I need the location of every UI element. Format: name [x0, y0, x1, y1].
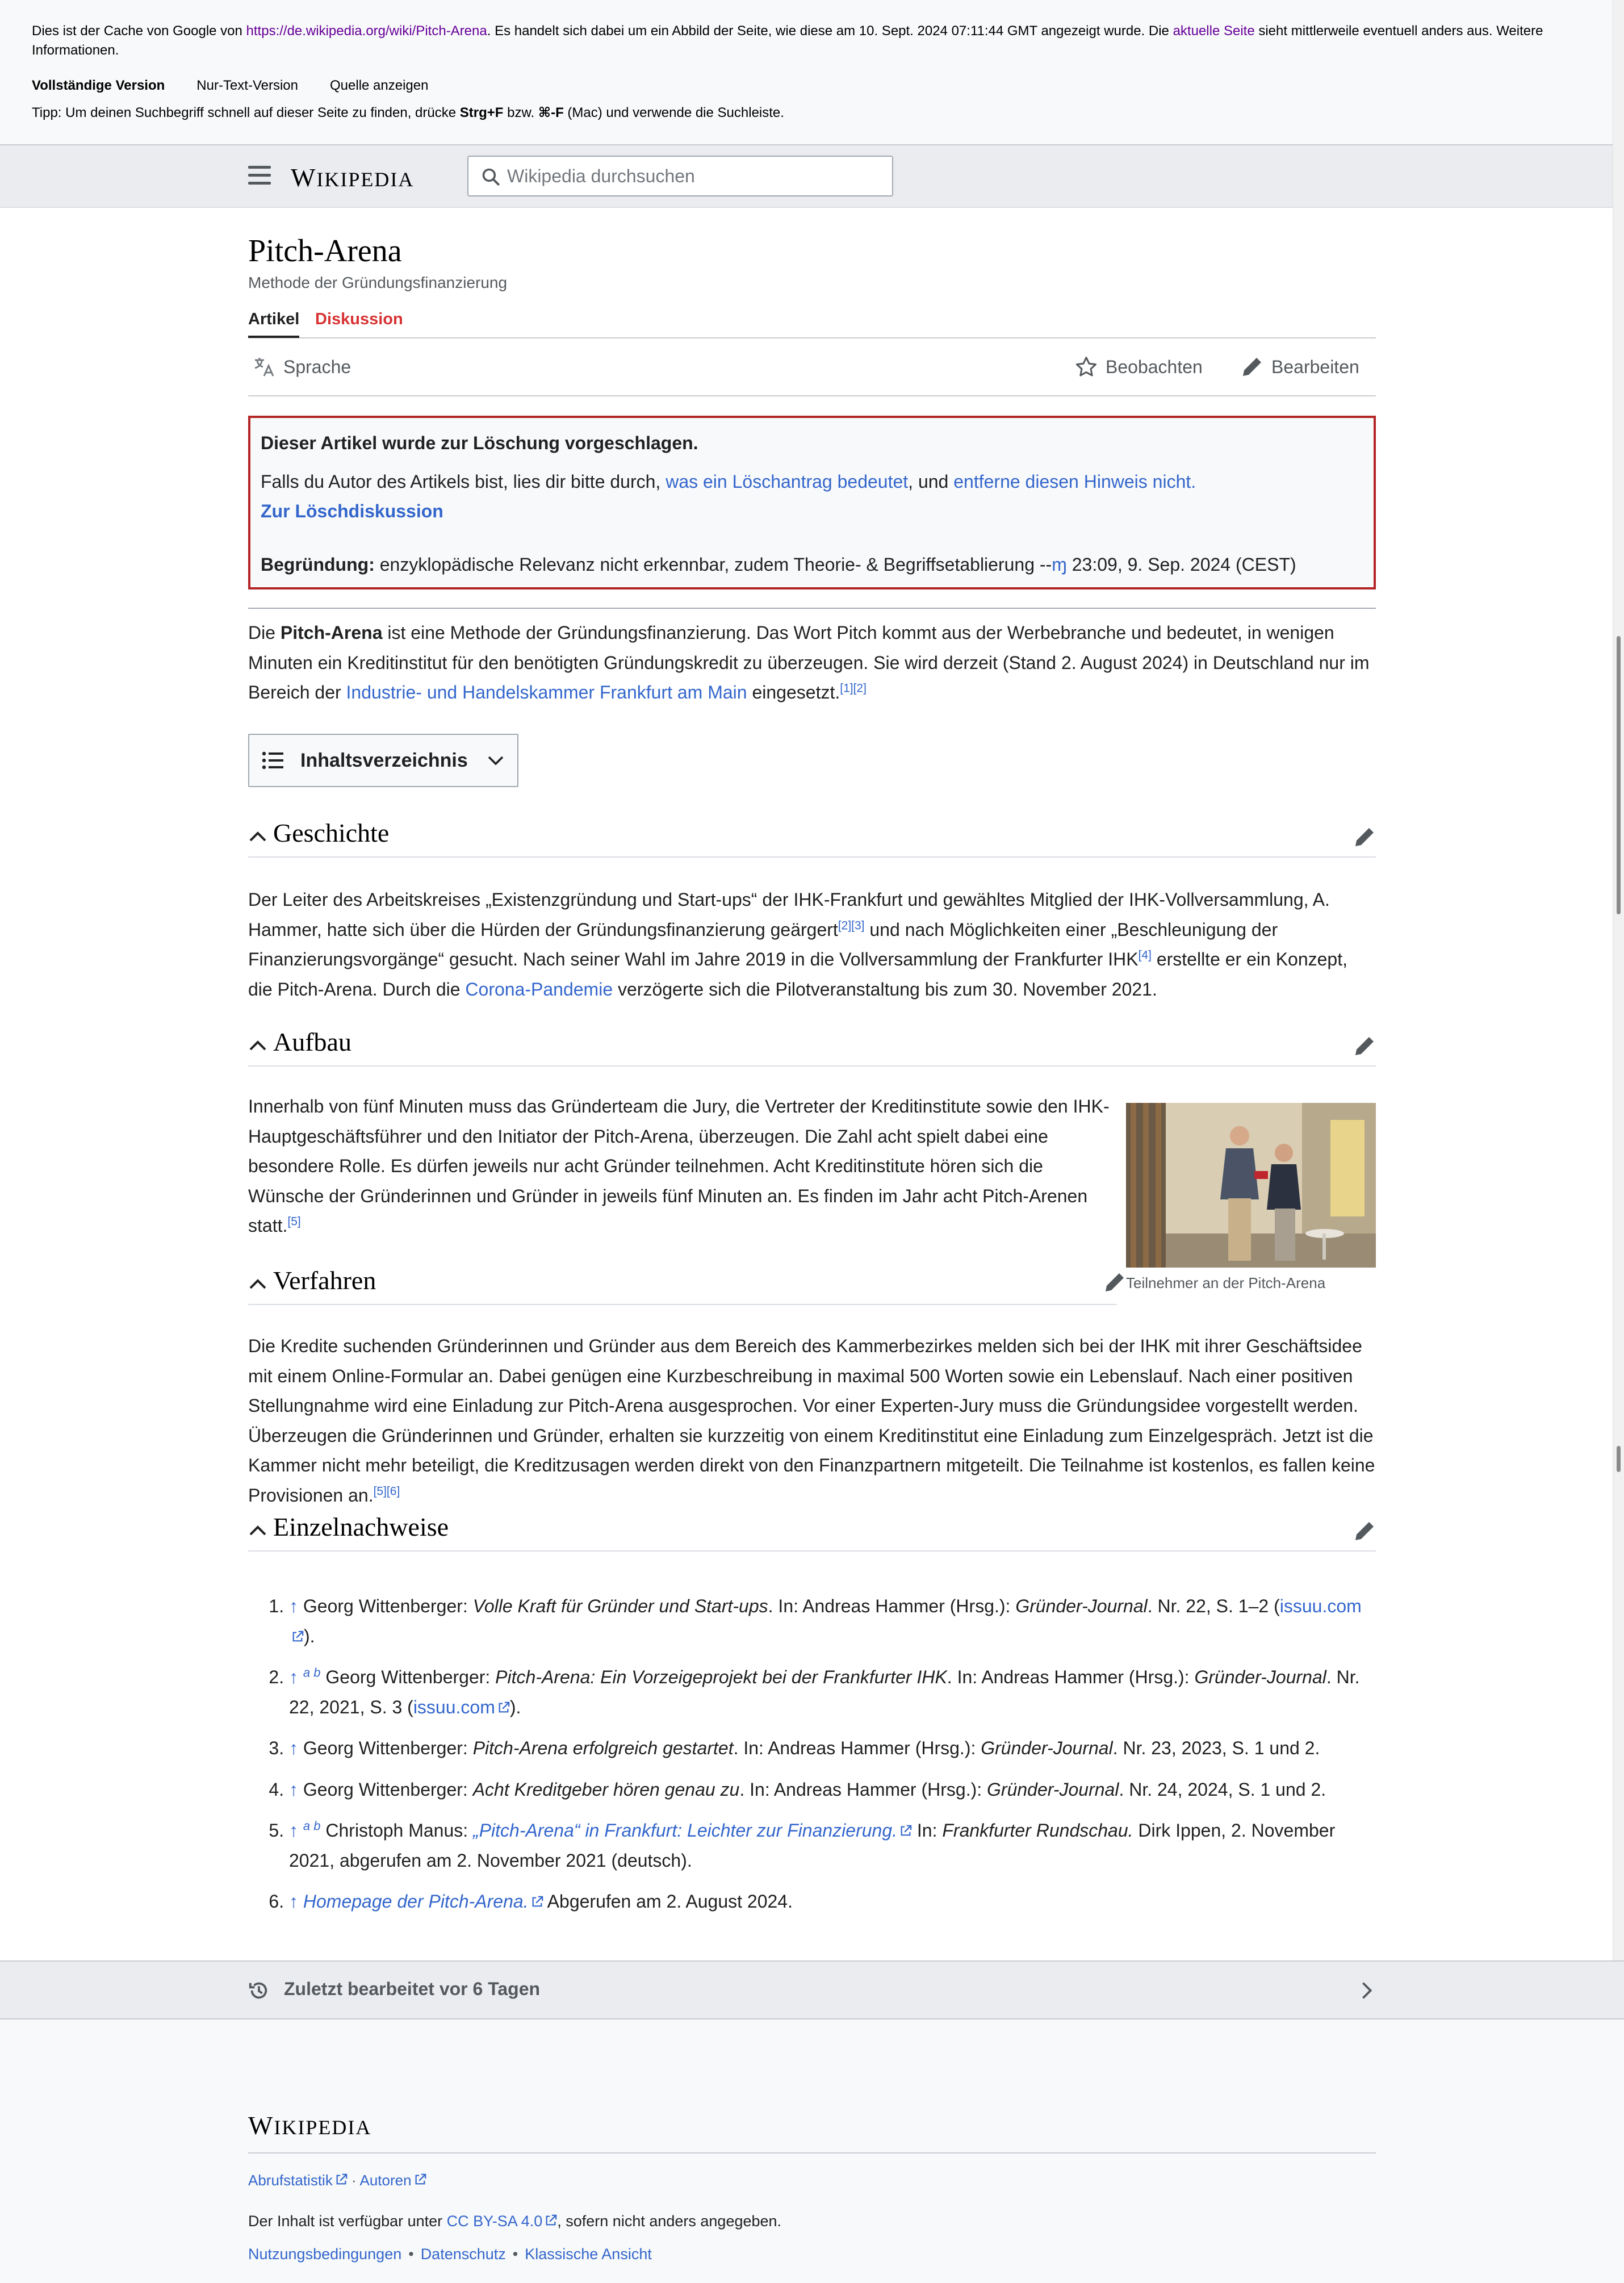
last-edited-bar[interactable]: [0, 1960, 1624, 2019]
deletion-discussion-link[interactable]: Zur Löschdiskussion: [261, 501, 443, 521]
page-title: Pitch-Arena: [248, 233, 402, 269]
section-title: Geschichte: [273, 818, 390, 847]
pencil-icon[interactable]: [1353, 826, 1376, 848]
language-icon: [253, 356, 275, 378]
privacy-link[interactable]: Datenschutz: [420, 2246, 506, 2263]
reference-item: 1. ↑ Georg Wittenberger: Volle Kraft für Gründer und Start-ups. In: Andreas Hammer (Hrsg.): Gründer-Journal. Nr. 22, S. 1–2 (issuu.com).: [289, 1591, 1376, 1651]
tab-discussion[interactable]: Diskussion: [315, 310, 403, 328]
last-edited-text: Zuletzt bearbeitet vor 6 Tagen: [284, 1979, 541, 1999]
external-link-icon: [497, 1701, 510, 1714]
reference-item: 2. ↑ $^{a b}$ Georg Wittenberger: Pitch-Arena: Ein Vorzeigeprojekt bei der Frankfurter IHK. In: Andreas Hammer (Hrsg.): Gründer-Journal. Nr. 22, 2021, S. 3 (issuu.com ).: [289, 1662, 1376, 1722]
figure-caption: Teilnehmer an der Pitch-Arena: [1126, 1274, 1326, 1291]
authors-link[interactable]: Autoren: [359, 2172, 412, 2189]
section-heading-geschichte[interactable]: [248, 818, 1376, 858]
chevron-up-icon[interactable]: [248, 828, 267, 845]
scrollbar-thumb[interactable]: [1617, 636, 1621, 914]
deletion-request-info-link[interactable]: was ein Löschantrag bedeutet: [665, 471, 909, 492]
reference-link[interactable]: [5]: [287, 1215, 301, 1228]
tab-text-only-version[interactable]: Nur-Text-Version: [196, 78, 299, 93]
star-icon: [1075, 356, 1098, 378]
reference-item: 5. ↑ $^{a b}$ Christoph Manus: „Pitch-Arena“ in Frankfurt: Leichter zur Finanzierung. In: Frankfurter Rundschau. Dirk Ippen, 2. November 2021, abgerufen am 2. November 2021 (deutsch).: [289, 1816, 1376, 1875]
reference-link[interactable]: [1][2]: [840, 681, 867, 695]
fr-article-link[interactable]: „Pitch-Arena“ in Frankfurt: Leichter zur Finanzierung.: [473, 1820, 898, 1841]
pencil-icon: [1241, 356, 1263, 378]
toc-label: Inhaltsverzeichnis: [300, 749, 468, 771]
participants-photo[interactable]: [1126, 1103, 1376, 1268]
cache-tip: Tipp: Um deinen Suchbegriff schnell auf dieser Seite zu finden, drücke Strg+F bzw. ⌘-F (Mac) und verwende die Suchleiste.: [32, 105, 784, 120]
chevron-down-icon: [487, 755, 504, 766]
chevron-right-icon: [1358, 1980, 1375, 2001]
search-input[interactable]: [506, 162, 881, 190]
search-box[interactable]: [467, 156, 893, 196]
reference-item: 6. ↑ Homepage der Pitch-Arena. Abgerufen am 2. August 2024.: [289, 1887, 1376, 1917]
footer-license: Der Inhalt ist verfügbar unter CC BY-SA 4.0 , sofern nicht anders angegeben.: [248, 2213, 782, 2230]
section-title: Verfahren: [273, 1266, 376, 1295]
homepage-link[interactable]: Homepage der Pitch-Arena.: [303, 1891, 529, 1912]
references-list: [248, 1591, 1376, 1928]
pencil-icon[interactable]: [1353, 1035, 1376, 1057]
page-statistics-link[interactable]: Abrufstatistik: [248, 2172, 333, 2189]
history-icon: [248, 1980, 270, 2001]
back-arrow-link[interactable]: ↑: [289, 1596, 298, 1616]
footer-wordmark[interactable]: WIKIPEDIA: [248, 2111, 372, 2140]
reference-item: 3. ↑ Georg Wittenberger: Pitch-Arena erfolgreich gestartet. In: Andreas Hammer (Hrsg.): Gründer-Journal. Nr. 23, 2023, S. 1 und 2.: [289, 1733, 1376, 1763]
chevron-up-icon[interactable]: [248, 1037, 267, 1054]
deletion-notice-heading: Dieser Artikel wurde zur Löschung vorgeschlagen.: [261, 433, 698, 453]
external-link-icon: [531, 1896, 543, 1908]
verfahren-paragraph: Die Kredite suchenden Gründerinnen und Gründer aus dem Bereich des Kammerbezirkes melden sich bei der IHK mit ihrer Geschäftsidee mit einem Online-Formular an. Dabei genügen eine Kurzbeschreibung in maximal 500 Worten sowie ein Lebenslauf. Nach einer positiven Stellungnahme wird eine Einladung zur Pitch-Arena ausgesprochen. Vor einer Experten-Jury muss die Gründungsidee vorgestellt werden. Überzeugen die Gründerinnen und Gründer, erhalten sie kurzzeitig von einem Kreditinstitut eine Einladung zum Einzelgespräch. Jetzt ist die Kammer nicht mehr beteiligt, die Kreditzusagen werden direkt von den Finanzpartnern mitgeteilt. Die Teilnahme ist kostenlos, es fallen keine Provisionen an.[5][6]: [248, 1336, 1375, 1506]
section-heading-einzelnachweise[interactable]: [248, 1512, 1376, 1552]
intro-paragraph: Die Pitch-Arena ist eine Methode der Gründungsfinanzierung. Das Wort Pitch kommt aus der Werbebranche und bedeutet, in wenigen Minuten ein Kreditinstitut für den benötigten Gründungskredit zu überzeugen. Sie wird derzeit (Stand 2. August 2024) in Deutschland nur im Bereich der Industrie- und Handelskammer Frankfurt am Main eingesetzt.[1][2]: [248, 622, 1370, 703]
signature-link[interactable]: ɱ: [1052, 554, 1067, 575]
backlinks-ab[interactable]: a b: [303, 1818, 321, 1833]
hamburger-menu-icon[interactable]: [248, 166, 271, 186]
pencil-icon[interactable]: [1353, 1520, 1376, 1542]
figure: [1126, 1103, 1376, 1292]
namespace-tabs: [248, 310, 1376, 338]
classic-view-link[interactable]: Klassische Ansicht: [525, 2246, 652, 2263]
back-arrow-link[interactable]: ↑: [289, 1667, 298, 1687]
deletion-notice: [248, 416, 1376, 589]
cache-info-text: Dies ist der Cache von Google von https://de.wikipedia.org/wiki/Pitch-Arena. Es handelt sich dabei um ein Abbild der Seite, wie diese am 10. Sept. 2024 07:11:44 GMT angezeigt wurde. Die aktuelle Seite sieht mittlerweile eventuell anders aus. Weitere Informationen.: [32, 23, 1543, 58]
footer-stats-links: Abrufstatistik · Autoren: [248, 2172, 426, 2189]
reference-item: 4. ↑ Georg Wittenberger: Acht Kreditgeber hören genau zu. In: Andreas Hammer (Hrsg.): Gründer-Journal. Nr. 24, 2024, S. 1 und 2.: [289, 1775, 1376, 1805]
search-icon: [481, 167, 501, 187]
footer: [0, 2019, 1624, 2283]
footer-links: Nutzungsbedingungen • Datenschutz • Klassische Ansicht: [248, 2246, 652, 2263]
chevron-up-icon[interactable]: [248, 1522, 267, 1539]
section-title: Einzelnachweise: [273, 1512, 449, 1541]
deletion-reason: Begründung: enzyklopädische Relevanz nicht erkennbar, zudem Theorie- & Begriffsetablierung --ɱ 23:09, 9. Sep. 2024 (CEST): [261, 554, 1296, 575]
footer-divider: [248, 2152, 1376, 2154]
terms-of-use-link[interactable]: Nutzungsbedingungen: [248, 2246, 402, 2263]
back-arrow-link[interactable]: ↑: [289, 1820, 298, 1841]
divider: [248, 608, 1376, 609]
tab-full-version[interactable]: Vollständige Version: [32, 78, 165, 93]
do-not-remove-notice-link[interactable]: entferne diesen Hinweis nicht.: [953, 471, 1196, 492]
reference-link[interactable]: [4]: [1138, 948, 1152, 962]
page-subtitle: Methode der Gründungsfinanzierung: [248, 274, 508, 291]
external-link-icon: [545, 2214, 557, 2227]
page-toolbar: [248, 340, 1376, 396]
page-scrollbar[interactable]: [1613, 0, 1624, 2283]
scrollbar-marker: [1617, 1446, 1621, 1472]
issuu-link[interactable]: issuu.com: [1279, 1596, 1362, 1616]
external-link-icon: [335, 2173, 348, 2186]
cache-banner: [0, 0, 1624, 144]
reference-link[interactable]: [5][6]: [373, 1484, 400, 1498]
geschichte-paragraph: Der Leiter des Arbeitskreises „Existenzgründung und Start-ups“ der IHK-Frankfurt und gewähltes Mitglied der IHK-Vollversammlung, A. Hammer, hatte sich über die Hürden der Gründungsfinanzierung geärgert[2][3] und nach Möglichkeiten einer „Beschleunigung der Finanzierungsvorgänge“ gesucht. Nach seiner Wahl im Jahre 2019 in die Vollversammlung der Frankfurter IHK[4] erstellte er ein Konzept, die Pitch-Arena. Durch die Corona-Pandemie verzögerte sich die Pilotveranstaltung bis zum 30. November 2021.: [248, 889, 1347, 1000]
back-arrow-link[interactable]: ↑: [289, 1891, 298, 1912]
backlinks-ab[interactable]: a b: [303, 1665, 321, 1680]
external-link-icon: [291, 1630, 304, 1643]
back-arrow-link[interactable]: ↑: [289, 1738, 298, 1758]
current-page-link[interactable]: aktuelle Seite: [1173, 23, 1255, 39]
site-header: [0, 144, 1624, 208]
external-link-icon: [414, 2173, 426, 2186]
section-heading-aufbau[interactable]: [248, 1027, 1376, 1067]
edit-button[interactable]: Bearbeiten: [1241, 356, 1359, 378]
chevron-up-icon[interactable]: [248, 1276, 267, 1293]
tab-view-source[interactable]: Quelle anzeigen: [330, 78, 429, 93]
section-heading-verfahren[interactable]: [248, 1265, 1117, 1305]
corona-pandemie-link[interactable]: Corona-Pandemie: [465, 979, 613, 1000]
ihk-frankfurt-link[interactable]: Industrie- und Handelskammer Frankfurt am Main: [346, 682, 747, 703]
cache-source-link[interactable]: https://de.wikipedia.org/wiki/Pitch-Arena: [246, 23, 487, 39]
issuu-link[interactable]: issuu.com: [413, 1696, 495, 1717]
wikipedia-wordmark[interactable]: WIKIPEDIA: [291, 163, 415, 192]
cache-version-tabs: [32, 76, 1592, 95]
watch-button[interactable]: Beobachten: [1075, 356, 1203, 378]
section-title: Aufbau: [273, 1027, 351, 1056]
toc-button[interactable]: [248, 734, 518, 787]
aufbau-paragraph: Innerhalb von fünf Minuten muss das Gründerteam die Jury, die Vertreter der Kreditinstitute sowie den IHK-Hauptgeschäftsführer und den Initiator der Pitch-Arena, überzeugen. Die Zahl acht spielt dabei eine besondere Rolle. Es dürfen jeweils nur acht Gründer teilnehmen. Acht Kreditinstitute hören sich die Wünsche der Gründerinnen und Gründer in jeweils fünf Minuten an. Es finden im Jahr acht Pitch-Arenen statt.[5]: [248, 1096, 1110, 1236]
deletion-notice-text: Falls du Autor des Artikels bist, lies dir bitte durch, was ein Löschantrag bedeutet, und entferne diesen Hinweis nicht.: [261, 471, 1196, 492]
pencil-icon[interactable]: [1103, 1271, 1126, 1294]
external-link-icon: [899, 1825, 912, 1837]
license-link[interactable]: CC BY-SA 4.0: [446, 2213, 543, 2230]
list-icon: [262, 750, 284, 771]
reference-link[interactable]: [2][3]: [838, 918, 865, 932]
tab-article[interactable]: Artikel: [248, 310, 299, 338]
language-button[interactable]: Sprache: [253, 356, 351, 378]
back-arrow-link[interactable]: ↑: [289, 1779, 298, 1800]
